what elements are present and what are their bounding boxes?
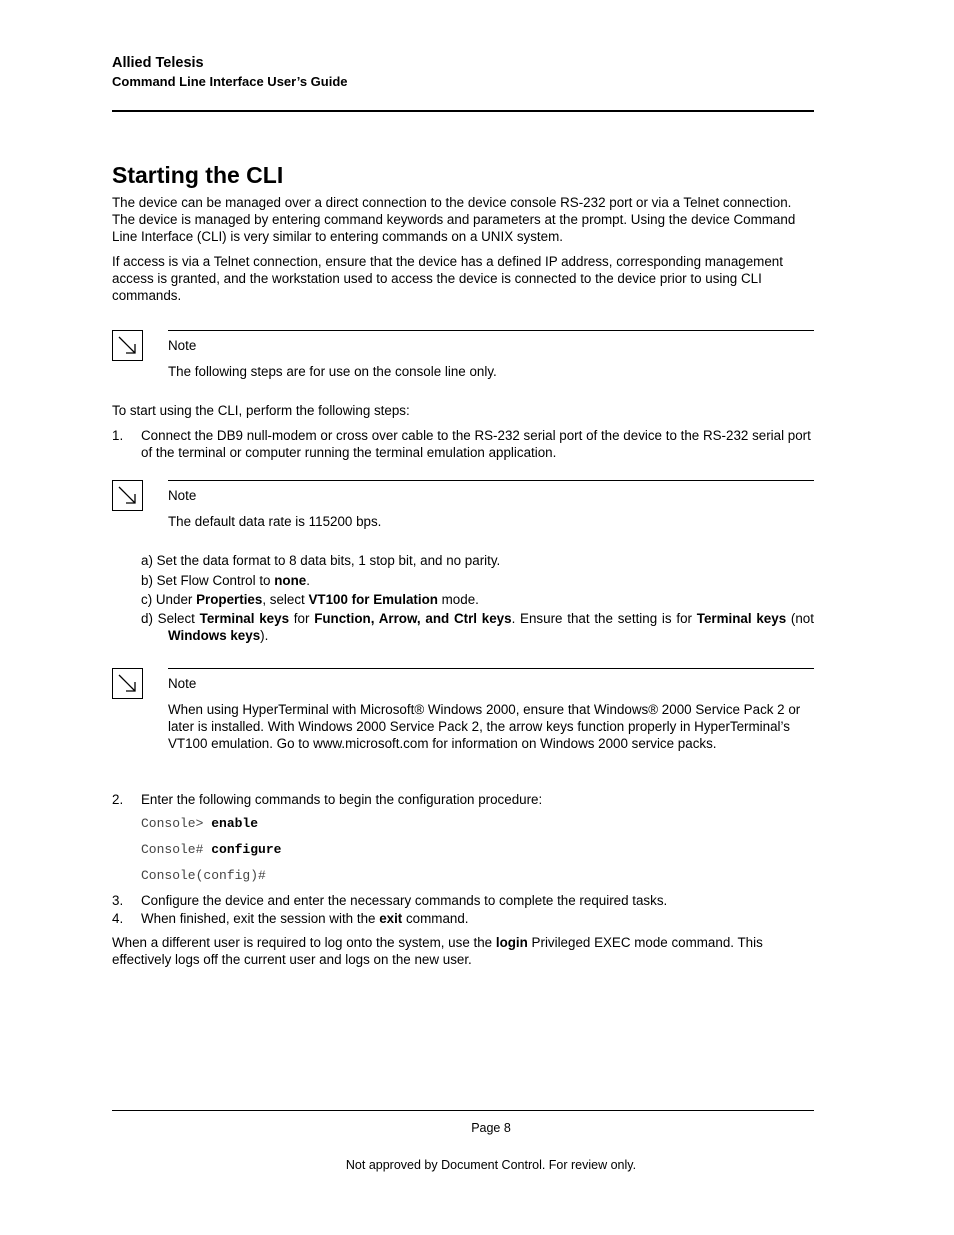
note-arrow-icon <box>112 668 143 699</box>
step-number: 1. <box>112 428 124 443</box>
footer-rule <box>112 1110 814 1111</box>
intro-paragraph-1: The device can be managed over a direct connection to the device console RS-232 port or via a Telnet connection. The device is managed by entering command keywords and parameters at the prompt. Using the device Command Line Interface (CLI) is very similar to entering commands on a UNIX system. <box>112 195 796 244</box>
note-label: Note <box>168 676 197 691</box>
step-2-text: Enter the following commands to begin the configuration procedure: <box>141 792 543 807</box>
code-line-1: Console> enable <box>141 816 259 831</box>
footer-review-notice: Not approved by Document Control. For review only. <box>345 1158 637 1172</box>
page-title: Starting the CLI <box>112 162 284 188</box>
note-arrow-icon <box>112 480 143 511</box>
note-text: When using HyperTerminal with Microsoft® Windows 2000, ensure that Windows® 2000 Service Pack 2 or later is installed. With Windows 2000 Service Pack 2, the arrow keys function properly in HyperTerminal’s VT100 emulation. Go to www.microsoft.com for information on Windows 2000 service packs. <box>168 702 801 751</box>
step-number: 4. <box>112 911 124 926</box>
note-rule <box>168 668 814 669</box>
note-arrow-icon <box>112 330 143 361</box>
step-number: 2. <box>112 792 124 807</box>
header-guide-title: Command Line Interface User’s Guide <box>112 74 348 89</box>
steps-intro: To start using the CLI, perform the following steps: <box>112 403 410 418</box>
substep-b: b) Set Flow Control to none. <box>141 573 310 588</box>
step-4-text: When finished, exit the session with the exit command. <box>141 911 469 926</box>
closing-paragraph: When a different user is required to log onto the system, use the login Privileged EXEC mode command. This effectively logs off the current user and logs on the new user. <box>112 935 763 967</box>
note-rule <box>168 480 814 481</box>
note-text: The default data rate is 115200 bps. <box>168 514 382 529</box>
code-line-2: Console# configure <box>141 842 282 857</box>
note-label: Note <box>168 488 197 503</box>
step-3-text: Configure the device and enter the necessary commands to complete the required tasks. <box>141 893 668 908</box>
footer-page-number: Page 8 <box>471 1121 511 1135</box>
note-text: The following steps are for use on the console line only. <box>168 364 497 379</box>
code-line-3: Console(config)# <box>141 868 266 883</box>
intro-paragraph-2: If access is via a Telnet connection, ensure that the device has a defined IP address, corresponding management access is granted, and the workstation used to access the device is connected to the device prior to using CLI commands. <box>112 254 783 303</box>
note-rule <box>168 330 814 331</box>
note-label: Note <box>168 338 197 353</box>
header-rule <box>112 110 814 112</box>
substep-a: a) Set the data format to 8 data bits, 1 stop bit, and no parity. <box>141 553 501 568</box>
substep-c: c) Under Properties, select VT100 for Emulation mode. <box>141 592 479 607</box>
step-number: 3. <box>112 893 124 908</box>
header-company: Allied Telesis <box>112 55 204 71</box>
step-1-text: Connect the DB9 null-modem or cross over cable to the RS-232 serial port of the device to the RS-232 serial port of the terminal or computer running the terminal emulation application. <box>141 428 811 460</box>
substep-d: d) Select Terminal keys for Function, Arrow, and Ctrl keys. Ensure that the setting is for Terminal keys (not Windows keys). <box>141 611 814 643</box>
